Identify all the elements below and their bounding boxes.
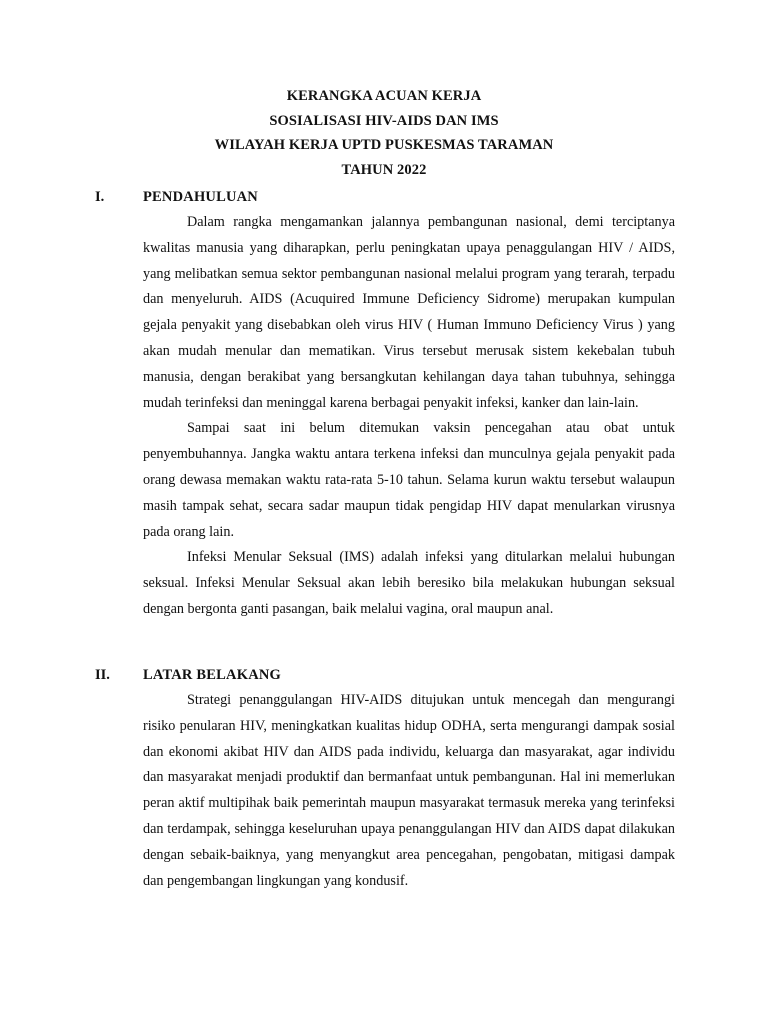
section-title: PENDAHULUAN <box>143 189 258 205</box>
section-heading <box>0 184 768 210</box>
paragraph: Dalam rangka mengamankan jalannya pembangunan nasional, demi terciptanya kwalitas manusia yang diharapkan, perlu peningkatan upaya penaggulangan HIV / AIDS, yang melibatkan semua sektor pembangunan nasional melalui program yang terarah, terpadu dan menyeluruh. AIDS (Acuquired Immune Deficiency Sidrome) merupakan kumpulan gejala penyakit yang disebabkan oleh virus HIV ( Human Immuno Deficiency Virus ) yang akan mudah menular dan mematikan. Virus tersebut merusak sistem kekebalan tubuh manusia, dengan berakibat yang bersangkutan kehilangan daya tahan tubuhnya, sehingga mudah terinfeksi dan meninggal karena berbagai penyakit infeksi, kanker dan lain-lain. <box>143 214 675 411</box>
section-pendahuluan <box>0 184 768 623</box>
document-subtitle: SOSIALISASI HIV-AIDS DAN IMS <box>269 112 499 129</box>
section-number: I. <box>95 189 105 205</box>
section-body <box>143 688 675 894</box>
document-title-block <box>0 84 768 182</box>
section-title: LATAR BELAKANG <box>143 667 282 683</box>
document-location: WILAYAH KERJA UPTD PUSKESMAS TARAMAN <box>214 137 554 154</box>
section-latar-belakang <box>0 662 768 894</box>
section-number: II. <box>95 667 110 683</box>
paragraph: Sampai saat ini belum ditemukan vaksin pencegahan atau obat untuk penyembuhannya. Jangka waktu antara terkena infeksi dan munculnya gejala penyakit pada orang dewasa memakan waktu rata-rata 5-10 tahun. Selama kurun waktu tersebut walaupun masih tampak sehat, secara sadar maupun tidak pengidap HIV dapat menularkan virusnya pada orang lain. <box>143 420 675 540</box>
section-heading <box>0 662 768 688</box>
paragraph: Infeksi Menular Seksual (IMS) adalah infeksi yang ditularkan melalui hubungan seksual. Infeksi Menular Seksual akan lebih beresiko bila melakukan hubungan seksual dengan bergonta ganti pasangan, baik melalui vagina, oral maupun anal. <box>143 549 675 617</box>
document-year: TAHUN 2022 <box>341 161 427 178</box>
paragraph: Strategi penanggulangan HIV-AIDS ditujukan untuk mencegah dan mengurangi risiko penularan HIV, meningkatkan kualitas hidup ODHA, serta mengurangi dampak sosial dan ekonomi akibat HIV dan AIDS pada individu, keluarga dan masyarakat, agar individu dan masyarakat menjadi produktif dan bermanfaat untuk pembangunan. Hal ini memerlukan peran aktif multipihak baik pemerintah maupun masyarakat termasuk mereka yang terinfeksi dan terdampak, sehingga keseluruhan upaya penanggulangan HIV dan AIDS dapat dilakukan dengan sebaik-baiknya, yang menyangkut area pencegahan, pengobatan, mitigasi dampak dan pengembangan lingkungan yang kondusif. <box>143 692 675 889</box>
section-body <box>143 210 675 623</box>
document-title: KERANGKA ACUAN KERJA <box>286 88 482 104</box>
